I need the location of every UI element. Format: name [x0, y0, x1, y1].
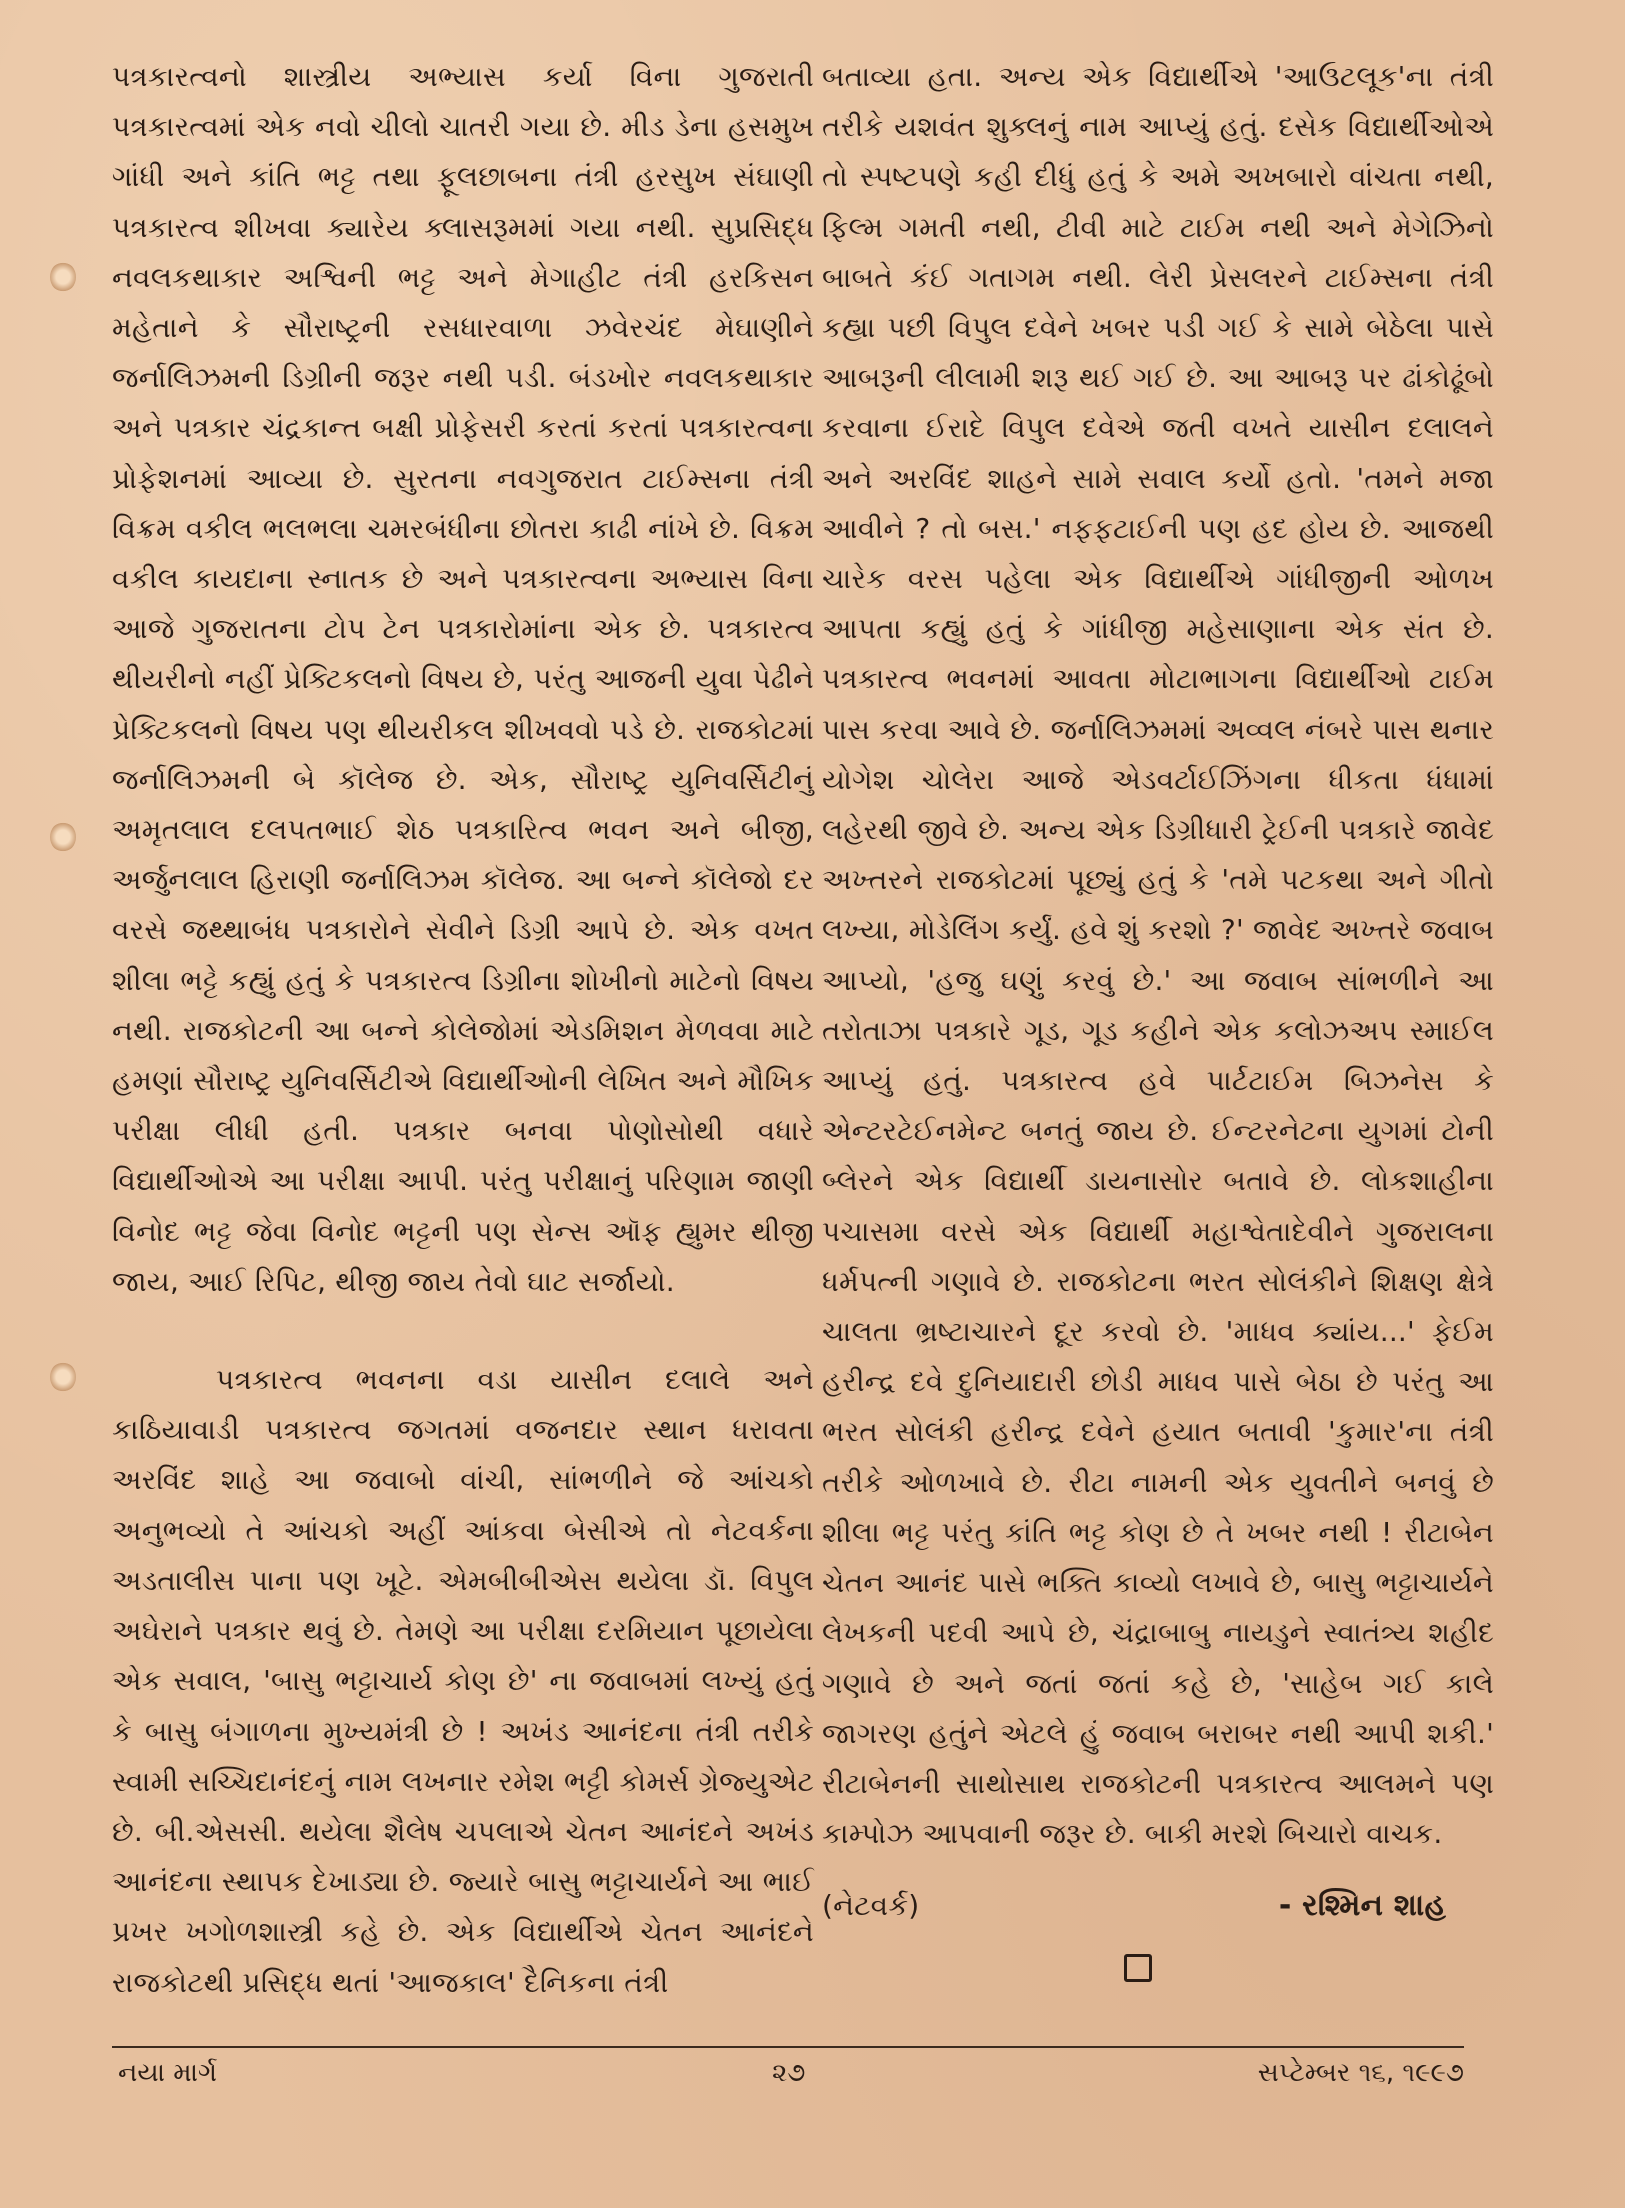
author-name: - રશ્મિન શાહ: [1278, 1888, 1446, 1924]
issue-date: સપ્ટેમ્બર ૧૬, ૧૯૯૭: [1257, 2058, 1464, 2088]
paragraph-gap: [112, 1307, 814, 1355]
page-footer: [112, 2058, 1464, 2098]
footer-rule: [112, 2046, 1464, 2048]
signature-row: [822, 1881, 1494, 1931]
publication-name: નયા માર્ગ: [118, 2058, 218, 2088]
punch-hole-2: [50, 822, 76, 852]
end-of-article-mark: [1124, 1954, 1152, 1982]
page-number: ૨૭: [772, 2058, 806, 2088]
source-label: (નેટવર્ક): [822, 1889, 920, 1923]
left-paragraph-2: પત્રકારત્વ ભવનના વડા યાસીન દલાલે અને કાઠિયાવાડી પત્રકારત્વ જગતમાં વજનદાર સ્થાન ધરાવતા અરવિંદ શાહે આ જવાબો વાંચી, સાંભળીને જે આંચકો અનુભવ્યો તે આંચકો અહીં આંકવા બેસીએ તો નેટવર્કના અડતાલીસ પાના પણ ખૂટે. એમબીબીએસ થયેલા ડૉ. વિપુલ અઘેરાને પત્રકાર થવું છે. તેમણે આ પરીક્ષા દરમિયાન પૂછાયેલા એક સવાલ, 'બાસુ ભટ્ટાચાર્ય કોણ છે' ના જવાબમાં લખ્યું હતું કે બાસુ બંગાળના મુખ્યમંત્રી છે ! અખંડ આનંદના તંત્રી તરીકે સ્વામી સચ્ચિદાનંદનું નામ લખનાર રમેશ ભટ્ટી કોમર્સ ગ્રેજ્યુએટ છે. બી.એસસી. થયેલા શૈલેષ ચપલાએ ચેતન આનંદને અખંડ આનંદના સ્થાપક દેખાડ્યા છે. જ્યારે બાસુ ભટ્ટાચાર્યને આ ભાઈ પ્રખર ખગોળશાસ્ત્રી કહે છે. એક વિદ્યાર્થીએ ચેતન આનંદને રાજકોટથી પ્રસિદ્ધ થતાં 'આજકાલ' દૈનિકના તંત્રી: [112, 1363, 814, 1999]
punch-hole-1: [50, 262, 76, 292]
punch-hole-3: [50, 1362, 76, 1392]
right-paragraph-1: બતાવ્યા હતા. અન્ય એક વિદ્યાર્થીએ 'આઉટલૂક'ના તંત્રી તરીકે યશવંત શુક્લનું નામ આપ્યું હતું. દસેક વિદ્યાર્થીઓએ તો સ્પષ્ટપણે કહી દીધું હતું કે અમે અખબારો વાંચતા નથી, ફિલ્મ ગમતી નથી, ટીવી માટે ટાઈમ નથી અને મેગેઝિનો બાબતે કંઈ ગતાગમ નથી. લેરી પ્રેસલરને ટાઈમ્સના તંત્રી કહ્યા પછી વિપુલ દવેને ખબર પડી ગઈ કે સામે બેઠેલા પાસે આબરૂની લીલામી શરૂ થઈ ગઈ છે. આ આબરૂ પર ઢાંકોઢૂંબો કરવાના ઈરાદે વિપુલ દવેએ જતી વખતે યાસીન દલાલને અને અરવિંદ શાહને સામે સવાલ કર્યો હતો. 'તમને મજા આવીને ? તો બસ.' નફફટાઈની પણ હદ હોય છે. આજથી ચારેક વરસ પહેલા એક વિદ્યાર્થીએ ગાંધીજીની ઓળખ આપતા કહ્યું હતું કે ગાંધીજી મહેસાણાના એક સંત છે. પત્રકારત્વ ભવનમાં આવતા મોટાભાગના વિદ્યાર્થીઓ ટાઈમ પાસ કરવા આવે છે. જર્નાલિઝમમાં અવ્વલ નંબરે પાસ થનાર યોગેશ ચોલેરા આજે એડવર્ટાઈઝિંગના ધીકતા ધંધામાં લહેરથી જીવે છે. અન્ય એક ડિગ્રીધારી ટ્રેઈની પત્રકારે જાવેદ અખ્તરને રાજકોટમાં પૂછ્યું હતું કે 'તમે પટકથા અને ગીતો લખ્યા, મોડેલિંગ કર્યું. હવે શું કરશો ?' જાવેદ અખ્તરે જવાબ આપ્યો, 'હજુ ઘણું કરવું છે.' આ જવાબ સાંભળીને આ તરોતાઝા પત્રકારે ગૂડ, ગૂડ કહીને એક કલોઝઅપ સ્માઈલ આપ્યું હતું. પત્રકારત્વ હવે પાર્ટટાઈમ બિઝનેસ કે એન્ટરટેઈનમેન્ટ બનતું જાય છે. ઈન્ટરનેટના યુગમાં ટોની બ્લેરને એક વિદ્યાર્થી ડાયનાસોર બતાવે છે. લોકશાહીના પચાસમા વરસે એક વિદ્યાર્થી મહાશ્વેતાદેવીને ગુજરાલના ધર્મપત્ની ગણાવે છે. રાજકોટના ભરત સોલંકીને શિક્ષણ ક્ષેત્રે ચાલતા ભ્રષ્ટાચારને દૂર કરવો છે. 'માધવ ક્યાંય...' ફેઈમ હરીન્દ્ર દવે દુનિયાદારી છોડી માધવ પાસે બેઠા છે પરંતુ આ ભરત સોલંકી હરીન્દ્ર દવેને હયાત બતાવી 'કુમાર'ના તંત્રી તરીકે ઓળખાવે છે. રીટા નામની એક યુવતીને બનવું છે શીલા ભટ્ટ પરંતુ કાંતિ ભટ્ટ કોણ છે તે ખબર નથી ! રીટાબેન ચેતન આનંદ પાસે ભક્તિ કાવ્યો લખાવે છે, બાસુ ભટ્ટાચાર્યને લેખકની પદવી આપે છે, ચંદ્રાબાબુ નાયડુને સ્વાતંત્ર્ય શહીદ ગણાવે છે અને જતાં જતાં કહે છે, 'સાહેબ ગઈ કાલે જાગરણ હતુંને એટલે હું જવાબ બરાબર નથી આપી શકી.' રીટાબેનની સાથોસાથ રાજકોટની પત્રકારત્વ આલમને પણ કામ્પોઝ આપવાની જરૂર છે. બાકી મરશે બિચારો વાચક.: [822, 60, 1494, 1851]
left-column: [112, 52, 814, 2008]
right-column: [822, 52, 1494, 1982]
left-paragraph-1: પત્રકારત્વનો શાસ્ત્રીય અભ્યાસ કર્યા વિના ગુજરાતી પત્રકારત્વમાં એક નવો ચીલો ચાતરી ગયા છે. મીડ ડેના હસમુખ ગાંધી અને કાંતિ ભટ્ટ તથા ફૂલછાબના તંત્રી હરસુખ સંઘાણી પત્રકારત્વ શીખવા ક્યારેય ક્લાસરૂમમાં ગયા નથી. સુપ્રસિદ્ધ નવલકથાકાર અશ્વિની ભટ્ટ અને મેગાહીટ તંત્રી હરકિસન મહેતાને કે સૌરાષ્ટ્રની રસધારવાળા ઝવેરચંદ મેઘાણીને જર્નાલિઝમની ડિગ્રીની જરૂર નથી પડી. બંડખોર નવલકથાકાર અને પત્રકાર ચંદ્રકાન્ત બક્ષી પ્રોફેસરી કરતાં કરતાં પત્રકારત્વના પ્રોફેશનમાં આવ્યા છે. સુરતના નવગુજરાત ટાઈમ્સના તંત્રી વિક્રમ વકીલ ભલભલા ચમરબંધીના છોતરા કાઢી નાંખે છે. વિક્રમ વકીલ કાયદાના સ્નાતક છે અને પત્રકારત્વના અભ્યાસ વિના આજે ગુજરાતના ટોપ ટેન પત્રકારોમાંના એક છે. પત્રકારત્વ થીયરીનો નહીં પ્રેક્ટિકલનો વિષય છે, પરંતુ આજની યુવા પેઢીને પ્રેક્ટિકલનો વિષય પણ થીયરીકલ શીખવવો પડે છે. રાજકોટમાં જર્નાલિઝમની બે કૉલેજ છે. એક, સૌરાષ્ટ્ર યુનિવર્સિટીનું અમૃતલાલ દલપતભાઈ શેઠ પત્રકારિત્વ ભવન અને બીજી, અર્જુનલાલ હિરાણી જર્નાલિઝમ કૉલેજ. આ બન્ને કૉલેજો દર વરસે જથ્થાબંધ પત્રકારોને સેવીને ડિગ્રી આપે છે. એક વખત શીલા ભટ્ટે કહ્યું હતું કે પત્રકારત્વ ડિગ્રીના શોખીનો માટેનો વિષય નથી. રાજકોટની આ બન્ને કોલેજોમાં એડમિશન મેળવવા માટે હમણાં સૌરાષ્ટ્ર યુનિવર્સિટીએ વિદ્યાર્થીઓની લેખિત અને મૌખિક પરીક્ષા લીધી હતી. પત્રકાર બનવા પોણોસોથી વધારે વિદ્યાર્થીઓએ આ પરીક્ષા આપી. પરંતુ પરીક્ષાનું પરિણામ જાણી વિનોદ ભટ્ટ જેવા વિનોદ ભટ્ટની પણ સેન્સ ઑફ હ્યુમર થીજી જાય, આઈ રિપિટ, થીજી જાય તેવો ઘાટ સર્જાયો.: [112, 60, 814, 1298]
